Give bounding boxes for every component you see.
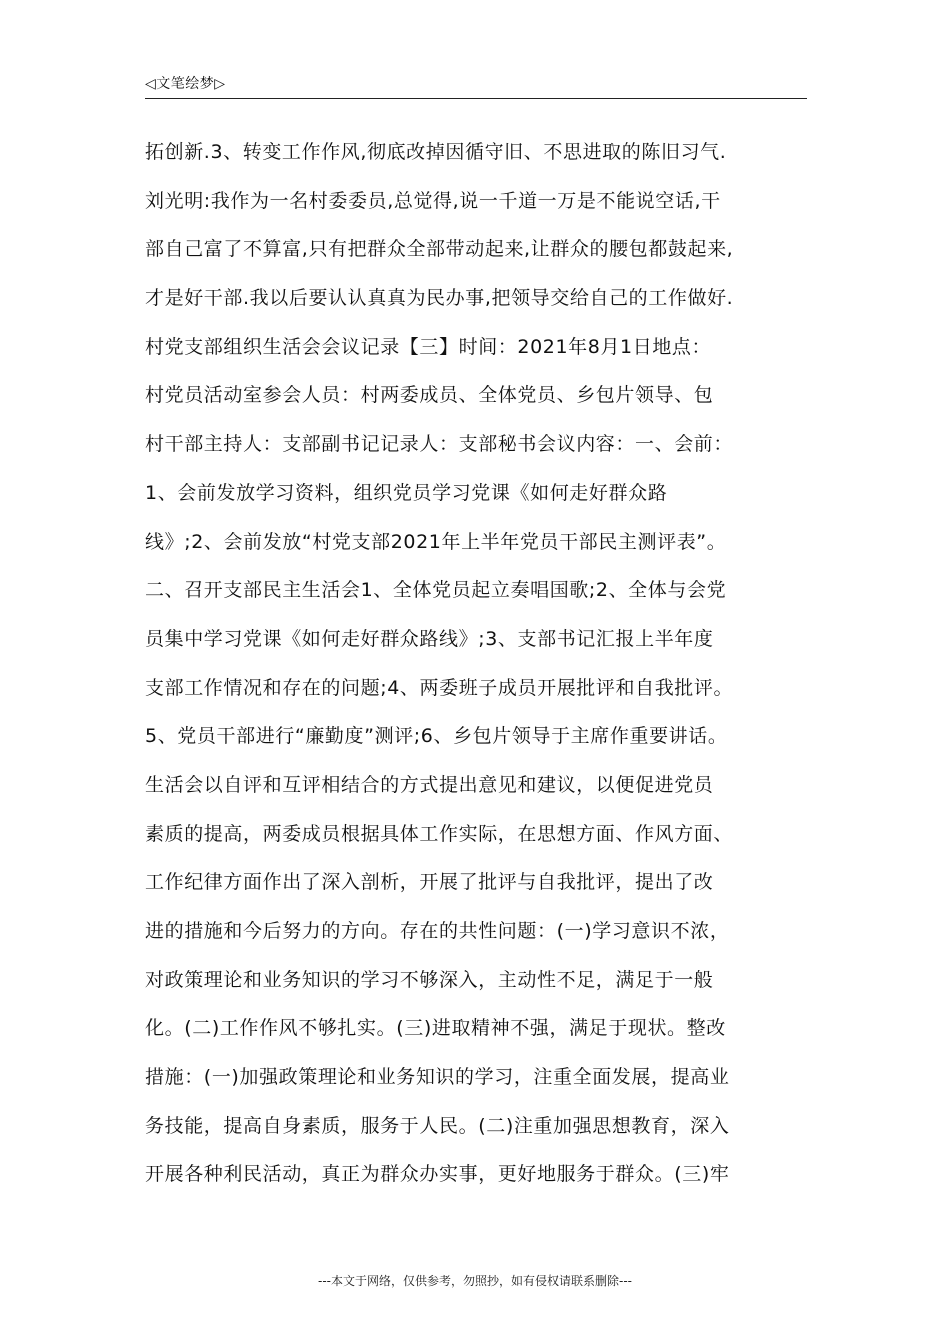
body-line: 支部工作情况和存在的问题;4、两委班子成员开展批评和自我批评。 <box>145 676 734 699</box>
body-line: 部自己富了不算富,只有把群众全部带动起来,让群众的腰包都鼓起来, <box>145 238 734 261</box>
body-line: 1、会前发放学习资料，组织党员学习党课《如何走好群众路 <box>145 481 668 504</box>
body-line: 村党员活动室参会人员：村两委成员、全体党员、乡包片领导、包 <box>145 384 714 407</box>
body-line: 化。(二)工作作风不够扎实。(三)进取精神不强，满足于现状。整改 <box>145 1017 726 1040</box>
body-line: 对政策理论和业务知识的学习不够深入，主动性不足，满足于一般 <box>145 968 714 991</box>
body-line: 措施：(一)加强政策理论和业务知识的学习，注重全面发展，提高业 <box>145 1066 730 1089</box>
body-line: 员集中学习党课《如何走好群众路线》;3、支部书记汇报上半年度 <box>145 627 714 650</box>
page-header <box>145 74 807 99</box>
body-line: 二、召开支部民主生活会1、全体党员起立奏唱国歌;2、全体与会党 <box>145 579 727 602</box>
body-line: 5、党员干部进行“廉勤度”测评;6、乡包片领导于主席作重要讲话。 <box>145 725 728 748</box>
body-line: 线》;2、会前发放“村党支部2021年上半年党员干部民主测评表”。 <box>145 530 727 553</box>
body-line: 村党支部组织生活会会议记录【三】时间：2021年8月1日地点： <box>145 335 712 358</box>
body-line: 拓创新.3、转变工作作风,彻底改掉因循守旧、不思进取的陈旧习气. <box>145 141 727 163</box>
body-line: 素质的提高，两委成员根据具体工作实际，在思想方面、作风方面、 <box>145 822 734 845</box>
body-line: 生活会以自评和互评相结合的方式提出意见和建议，以便促进党员 <box>145 773 714 796</box>
document-body <box>145 128 815 1199</box>
header-title: ◁文笔绘梦▷ <box>145 76 226 92</box>
body-line: 进的措施和今后努力的方向。存在的共性问题：(一)学习意识不浓， <box>145 920 730 942</box>
page-footer: ---本文于网络，仅供参考，勿照抄，如有侵权请联系删除--- <box>318 1274 632 1288</box>
body-line: 开展各种利民活动，真正为群众办实事，更好地服务于群众。(三)牢 <box>145 1163 730 1186</box>
body-line: 务技能，提高自身素质，服务于人民。(二)注重加强思想教育，深入 <box>145 1114 730 1137</box>
body-line: 工作纪律方面作出了深入剖析，开展了批评与自我批评，提出了改 <box>145 871 714 894</box>
body-line: 村干部主持人：支部副书记记录人：支部秘书会议内容：一、会前： <box>145 433 734 456</box>
body-line: 刘光明:我作为一名村委委员,总觉得,说一千道一万是不能说空话,干 <box>145 189 721 212</box>
body-line: 才是好干部.我以后要认认真真为民办事,把领导交给自己的工作做好. <box>145 287 734 310</box>
